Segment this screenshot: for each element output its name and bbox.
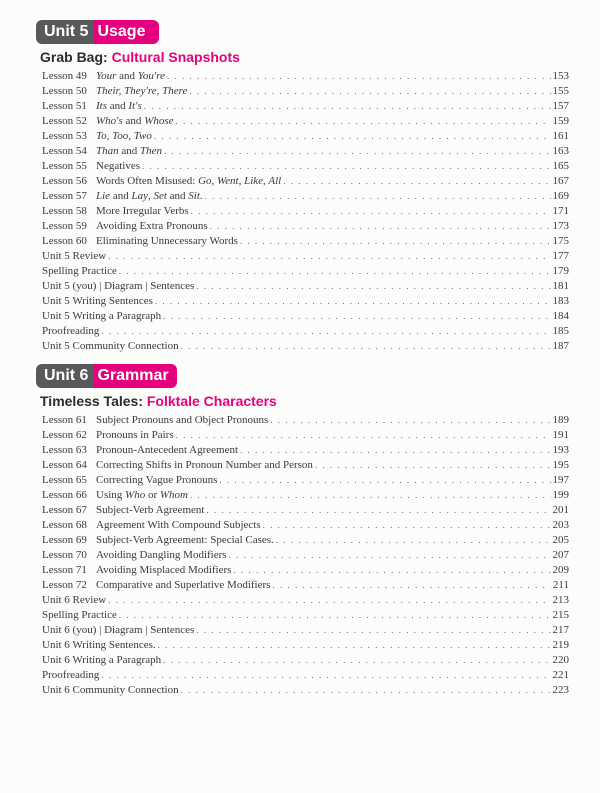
dot-leader: [270, 413, 550, 428]
toc-entry: [42, 324, 569, 339]
toc-entry: [42, 623, 569, 638]
toc-entry: [42, 99, 569, 114]
toc-page-number: 183: [552, 295, 569, 307]
toc-page-number: 185: [552, 325, 569, 337]
toc-page-number: 165: [552, 160, 569, 172]
dot-leader: [119, 264, 551, 279]
toc-entry-title: To, Too, Two: [96, 130, 152, 142]
toc-entry-title: Spelling Practice: [42, 265, 117, 277]
toc-entry: [42, 249, 569, 264]
toc-page-number: 201: [552, 504, 569, 516]
toc-entry: [42, 593, 569, 608]
toc-entry-title: Unit 5 Community Connection: [42, 340, 179, 352]
toc-lesson-number: Lesson 61: [42, 414, 87, 426]
toc-entry-title: Lie and Lay, Set and Sit.: [96, 190, 203, 202]
toc-entry-title: Unit 5 Writing a Paragraph: [42, 310, 162, 322]
toc-lesson-number: Lesson 62: [42, 429, 87, 441]
toc-entry-title: Comparative and Superlative Modifiers: [96, 579, 271, 591]
toc-lesson-number: Lesson 65: [42, 474, 87, 486]
toc-page-number: 221: [552, 669, 569, 681]
toc-page-number: 195: [552, 459, 569, 471]
toc-entry: [42, 443, 569, 458]
toc-entry-title: Unit 5 Review: [42, 250, 107, 262]
toc-entry: [42, 503, 569, 518]
unit-6-section-prefix: Timeless Tales:: [40, 393, 143, 409]
toc-lesson-number: Lesson 69: [42, 534, 87, 546]
toc-lesson-number: Lesson 72: [42, 579, 87, 591]
toc-entry-title: Unit 6 Writing Sentences.: [42, 639, 156, 651]
dot-leader: [196, 623, 550, 638]
toc-entry-title: More Irregular Verbs: [96, 205, 189, 217]
toc-entry: [42, 294, 569, 309]
dot-leader: [181, 683, 551, 698]
toc-entry: [42, 309, 569, 324]
toc-page-number: 223: [552, 684, 569, 696]
toc-page-number: 161: [552, 130, 569, 142]
unit-5-section-accent: Cultural Snapshots: [111, 49, 240, 65]
dot-leader: [276, 533, 551, 548]
toc-lesson-number: Lesson 71: [42, 564, 87, 576]
dot-leader: [219, 473, 550, 488]
toc-page-number: 159: [552, 115, 569, 127]
toc-lesson-number: Lesson 49: [42, 70, 87, 82]
toc-entry-title: Unit 6 Review: [42, 594, 107, 606]
dot-leader: [176, 114, 551, 129]
toc-entry-title: Its and It's: [96, 100, 142, 112]
toc-lesson-number: Lesson 70: [42, 549, 87, 561]
dot-leader: [196, 279, 550, 294]
dot-leader: [206, 503, 550, 518]
toc-entry-title: Than and Then: [96, 145, 163, 157]
toc-entry-title: Agreement With Compound Subjects: [96, 519, 261, 531]
toc-lesson-number: Lesson 54: [42, 145, 87, 157]
toc-entry: [42, 114, 569, 129]
toc-entry-title: Unit 5 (you) | Diagram | Sentences: [42, 280, 195, 292]
toc-entry-title: Your and You're: [96, 70, 165, 82]
toc-lesson-number: Lesson 63: [42, 444, 87, 456]
toc-entry: [42, 174, 569, 189]
toc-page-number: 219: [552, 639, 569, 651]
toc-page-number: 157: [552, 100, 569, 112]
dot-leader: [210, 219, 551, 234]
toc-entry: [42, 279, 569, 294]
toc-page-number: 203: [552, 519, 569, 531]
toc-page-number: 163: [552, 145, 569, 157]
toc-entry: [42, 533, 569, 548]
toc-entry-title: Pronouns in Pairs: [96, 429, 174, 441]
toc-page-number: 173: [552, 220, 569, 232]
toc-lesson-number: Lesson 55: [42, 160, 87, 172]
toc-lesson-number: Lesson 64: [42, 459, 87, 471]
dot-leader: [142, 159, 551, 174]
toc-page-number: 193: [552, 444, 569, 456]
toc-entry: [42, 69, 569, 84]
toc-entry: [42, 84, 569, 99]
dot-leader: [108, 249, 550, 264]
toc-page-number: 171: [552, 205, 569, 217]
toc-lesson-number: Lesson 67: [42, 504, 87, 516]
toc-entry: [42, 189, 569, 204]
toc-page-number: 213: [552, 594, 569, 606]
toc-page-number: 169: [552, 190, 569, 202]
toc-page-number: 217: [552, 624, 569, 636]
dot-leader: [263, 518, 551, 533]
toc-entry-title: Words Often Misused: Go, Went, Like, All: [96, 175, 282, 187]
toc-entry-title: Proofreading: [42, 669, 100, 681]
dot-leader: [191, 204, 551, 219]
toc-entry: [42, 518, 569, 533]
dot-leader: [189, 84, 550, 99]
toc-entry-title: Spelling Practice: [42, 609, 117, 621]
toc-page-number: 175: [552, 235, 569, 247]
toc-page-number: 191: [552, 429, 569, 441]
toc-page-number: 197: [552, 474, 569, 486]
dot-leader: [205, 189, 551, 204]
toc-entry-title: Avoiding Extra Pronouns: [96, 220, 208, 232]
toc-entry: [42, 488, 569, 503]
toc-entry: [42, 608, 569, 623]
dot-leader: [163, 309, 550, 324]
toc-lesson-number: Lesson 56: [42, 175, 87, 187]
toc-lesson-number: Lesson 52: [42, 115, 87, 127]
toc-lesson-number: Lesson 57: [42, 190, 87, 202]
toc-entry: [42, 159, 569, 174]
toc-entry-title: Unit 6 Community Connection: [42, 684, 179, 696]
dot-leader: [101, 324, 550, 339]
dot-leader: [176, 428, 551, 443]
dot-leader: [272, 578, 550, 593]
unit-5-section-title: [40, 49, 240, 65]
toc-page-number: 209: [552, 564, 569, 576]
toc-entry-title: Proofreading: [42, 325, 100, 337]
toc-page-number: 184: [552, 310, 569, 322]
toc-entry-title: Avoiding Misplaced Modifiers: [96, 564, 232, 576]
unit-5-toc-list: [42, 69, 569, 354]
toc-entry: [42, 129, 569, 144]
dot-leader: [315, 458, 551, 473]
dot-leader: [240, 443, 550, 458]
toc-entry-title: Correcting Vague Pronouns: [96, 474, 218, 486]
dot-leader: [144, 99, 551, 114]
toc-entry-title: Using Who or Whom: [96, 489, 188, 501]
unit-5-header: [36, 20, 159, 44]
dot-leader: [283, 174, 550, 189]
toc-entry-title: Subject-Verb Agreement: Special Cases.: [96, 534, 274, 546]
toc-page-number: 153: [552, 70, 569, 82]
unit-5-label: Unit 5: [36, 20, 94, 44]
toc-entry-title: Unit 5 Writing Sentences: [42, 295, 153, 307]
unit-6-header: [36, 364, 177, 388]
dot-leader: [158, 638, 551, 653]
dot-leader: [167, 69, 551, 84]
unit-6-name: Grammar: [94, 364, 176, 388]
toc-entry-title: Who's and Whose: [96, 115, 174, 127]
toc-page-number: 207: [552, 549, 569, 561]
toc-lesson-number: Lesson 60: [42, 235, 87, 247]
toc-page-number: 167: [552, 175, 569, 187]
toc-page-number: 181: [552, 280, 569, 292]
toc-page-number: 187: [552, 340, 569, 352]
toc-entry-title: Avoiding Dangling Modifiers: [96, 549, 227, 561]
unit-6-toc-list: [42, 413, 569, 698]
dot-leader: [233, 563, 550, 578]
unit-6-label: Unit 6: [36, 364, 94, 388]
toc-entry-title: Correcting Shifts in Pronoun Number and Person: [96, 459, 313, 471]
toc-page-number: 199: [552, 489, 569, 501]
toc-lesson-number: Lesson 51: [42, 100, 87, 112]
toc-entry-title: Unit 6 Writing a Paragraph: [42, 654, 162, 666]
toc-lesson-number: Lesson 66: [42, 489, 87, 501]
unit-5-section-prefix: Grab Bag:: [40, 49, 108, 65]
toc-page-number: 155: [552, 85, 569, 97]
unit-6-section-accent: Folktale Characters: [146, 393, 277, 409]
toc-entry-title: Pronoun-Antecedent Agreement: [96, 444, 239, 456]
unit-6-section-title: [40, 393, 277, 409]
toc-entry: [42, 204, 569, 219]
dot-leader: [163, 653, 550, 668]
toc-entry-title: Negatives: [96, 160, 140, 172]
dot-leader: [181, 339, 551, 354]
toc-entry: [42, 413, 569, 428]
toc-lesson-number: Lesson 50: [42, 85, 87, 97]
toc-entry: [42, 339, 569, 354]
dot-leader: [240, 234, 551, 249]
toc-entry: [42, 428, 569, 443]
dot-leader: [164, 144, 550, 159]
toc-entry: [42, 638, 569, 653]
toc-entry: [42, 458, 569, 473]
dot-leader: [101, 668, 550, 683]
toc-page-number: 211: [552, 579, 569, 591]
toc-page-number: 179: [552, 265, 569, 277]
toc-entry-title: Subject Pronouns and Object Pronouns: [96, 414, 269, 426]
toc-entry: [42, 578, 569, 593]
toc-page-number: 189: [552, 414, 569, 426]
toc-page-number: 220: [552, 654, 569, 666]
toc-entry-title: Unit 6 (you) | Diagram | Sentences: [42, 624, 195, 636]
toc-entry: [42, 234, 569, 249]
toc-entry-title: Eliminating Unnecessary Words: [96, 235, 238, 247]
unit-5-name: Usage: [94, 20, 159, 44]
toc-entry-title: Subject-Verb Agreement: [96, 504, 205, 516]
toc-entry: [42, 219, 569, 234]
toc-lesson-number: Lesson 53: [42, 130, 87, 142]
toc-entry: [42, 548, 569, 563]
toc-entry: [42, 144, 569, 159]
dot-leader: [190, 488, 551, 503]
toc-entry: [42, 473, 569, 488]
dot-leader: [119, 608, 551, 623]
dot-leader: [155, 294, 551, 309]
toc-lesson-number: Lesson 68: [42, 519, 87, 531]
toc-entry: [42, 683, 569, 698]
toc-page-number: 215: [552, 609, 569, 621]
toc-page-number: 205: [552, 534, 569, 546]
toc-lesson-number: Lesson 58: [42, 205, 87, 217]
toc-entry: [42, 563, 569, 578]
toc-entry: [42, 668, 569, 683]
toc-entry: [42, 264, 569, 279]
dot-leader: [154, 129, 551, 144]
toc-lesson-number: Lesson 59: [42, 220, 87, 232]
toc-page-number: 177: [552, 250, 569, 262]
dot-leader: [108, 593, 550, 608]
toc-entry: [42, 653, 569, 668]
dot-leader: [229, 548, 551, 563]
toc-entry-title: Their, They're, There: [96, 85, 188, 97]
